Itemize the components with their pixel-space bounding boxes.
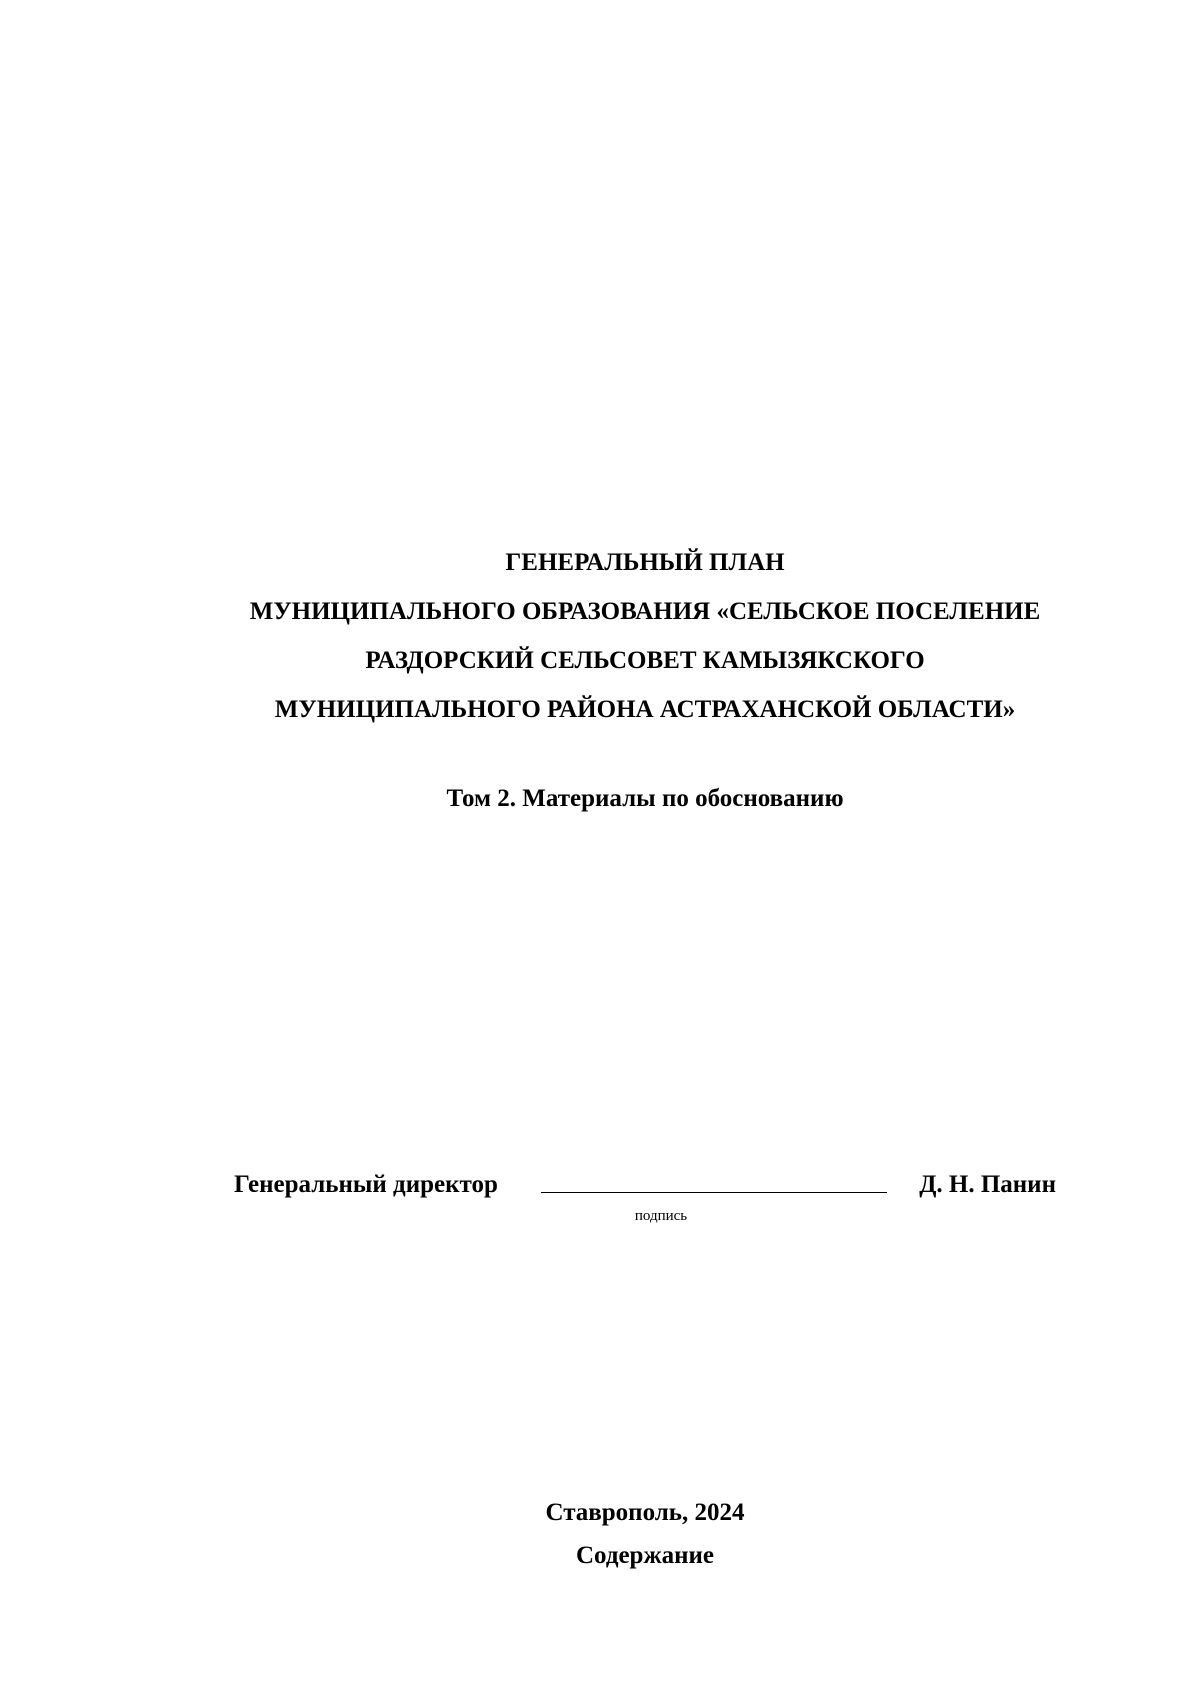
signatory-position: Генеральный директор [234, 1171, 498, 1198]
title-line-3: РАЗДОРСКИЙ СЕЛЬСОВЕТ КАМЫЗЯКСКОГО [365, 647, 925, 674]
signatory-name: Д. Н. Панин [919, 1171, 1056, 1198]
signature-row [234, 1168, 1056, 1202]
title-line-2: МУНИЦИПАЛЬНОГО ОБРАЗОВАНИЯ «СЕЛЬСКОЕ ПОСЕЛЕНИЕ [249, 598, 1041, 625]
volume-subtitle: Том 2. Материалы по обоснованию [446, 785, 844, 812]
contents-heading: Содержание [575, 1542, 714, 1569]
signature-line [541, 1192, 887, 1193]
city-year: Ставрополь, 2024 [545, 1499, 745, 1526]
title-line-1: ГЕНЕРАЛЬНЫЙ ПЛАН [505, 549, 785, 576]
signature-caption: подпись [634, 1208, 688, 1224]
document-title [0, 538, 1200, 734]
title-line-4: МУНИЦИПАЛЬНОГО РАЙОНА АСТРАХАНСКОЙ ОБЛАСТИ» [274, 696, 1016, 723]
